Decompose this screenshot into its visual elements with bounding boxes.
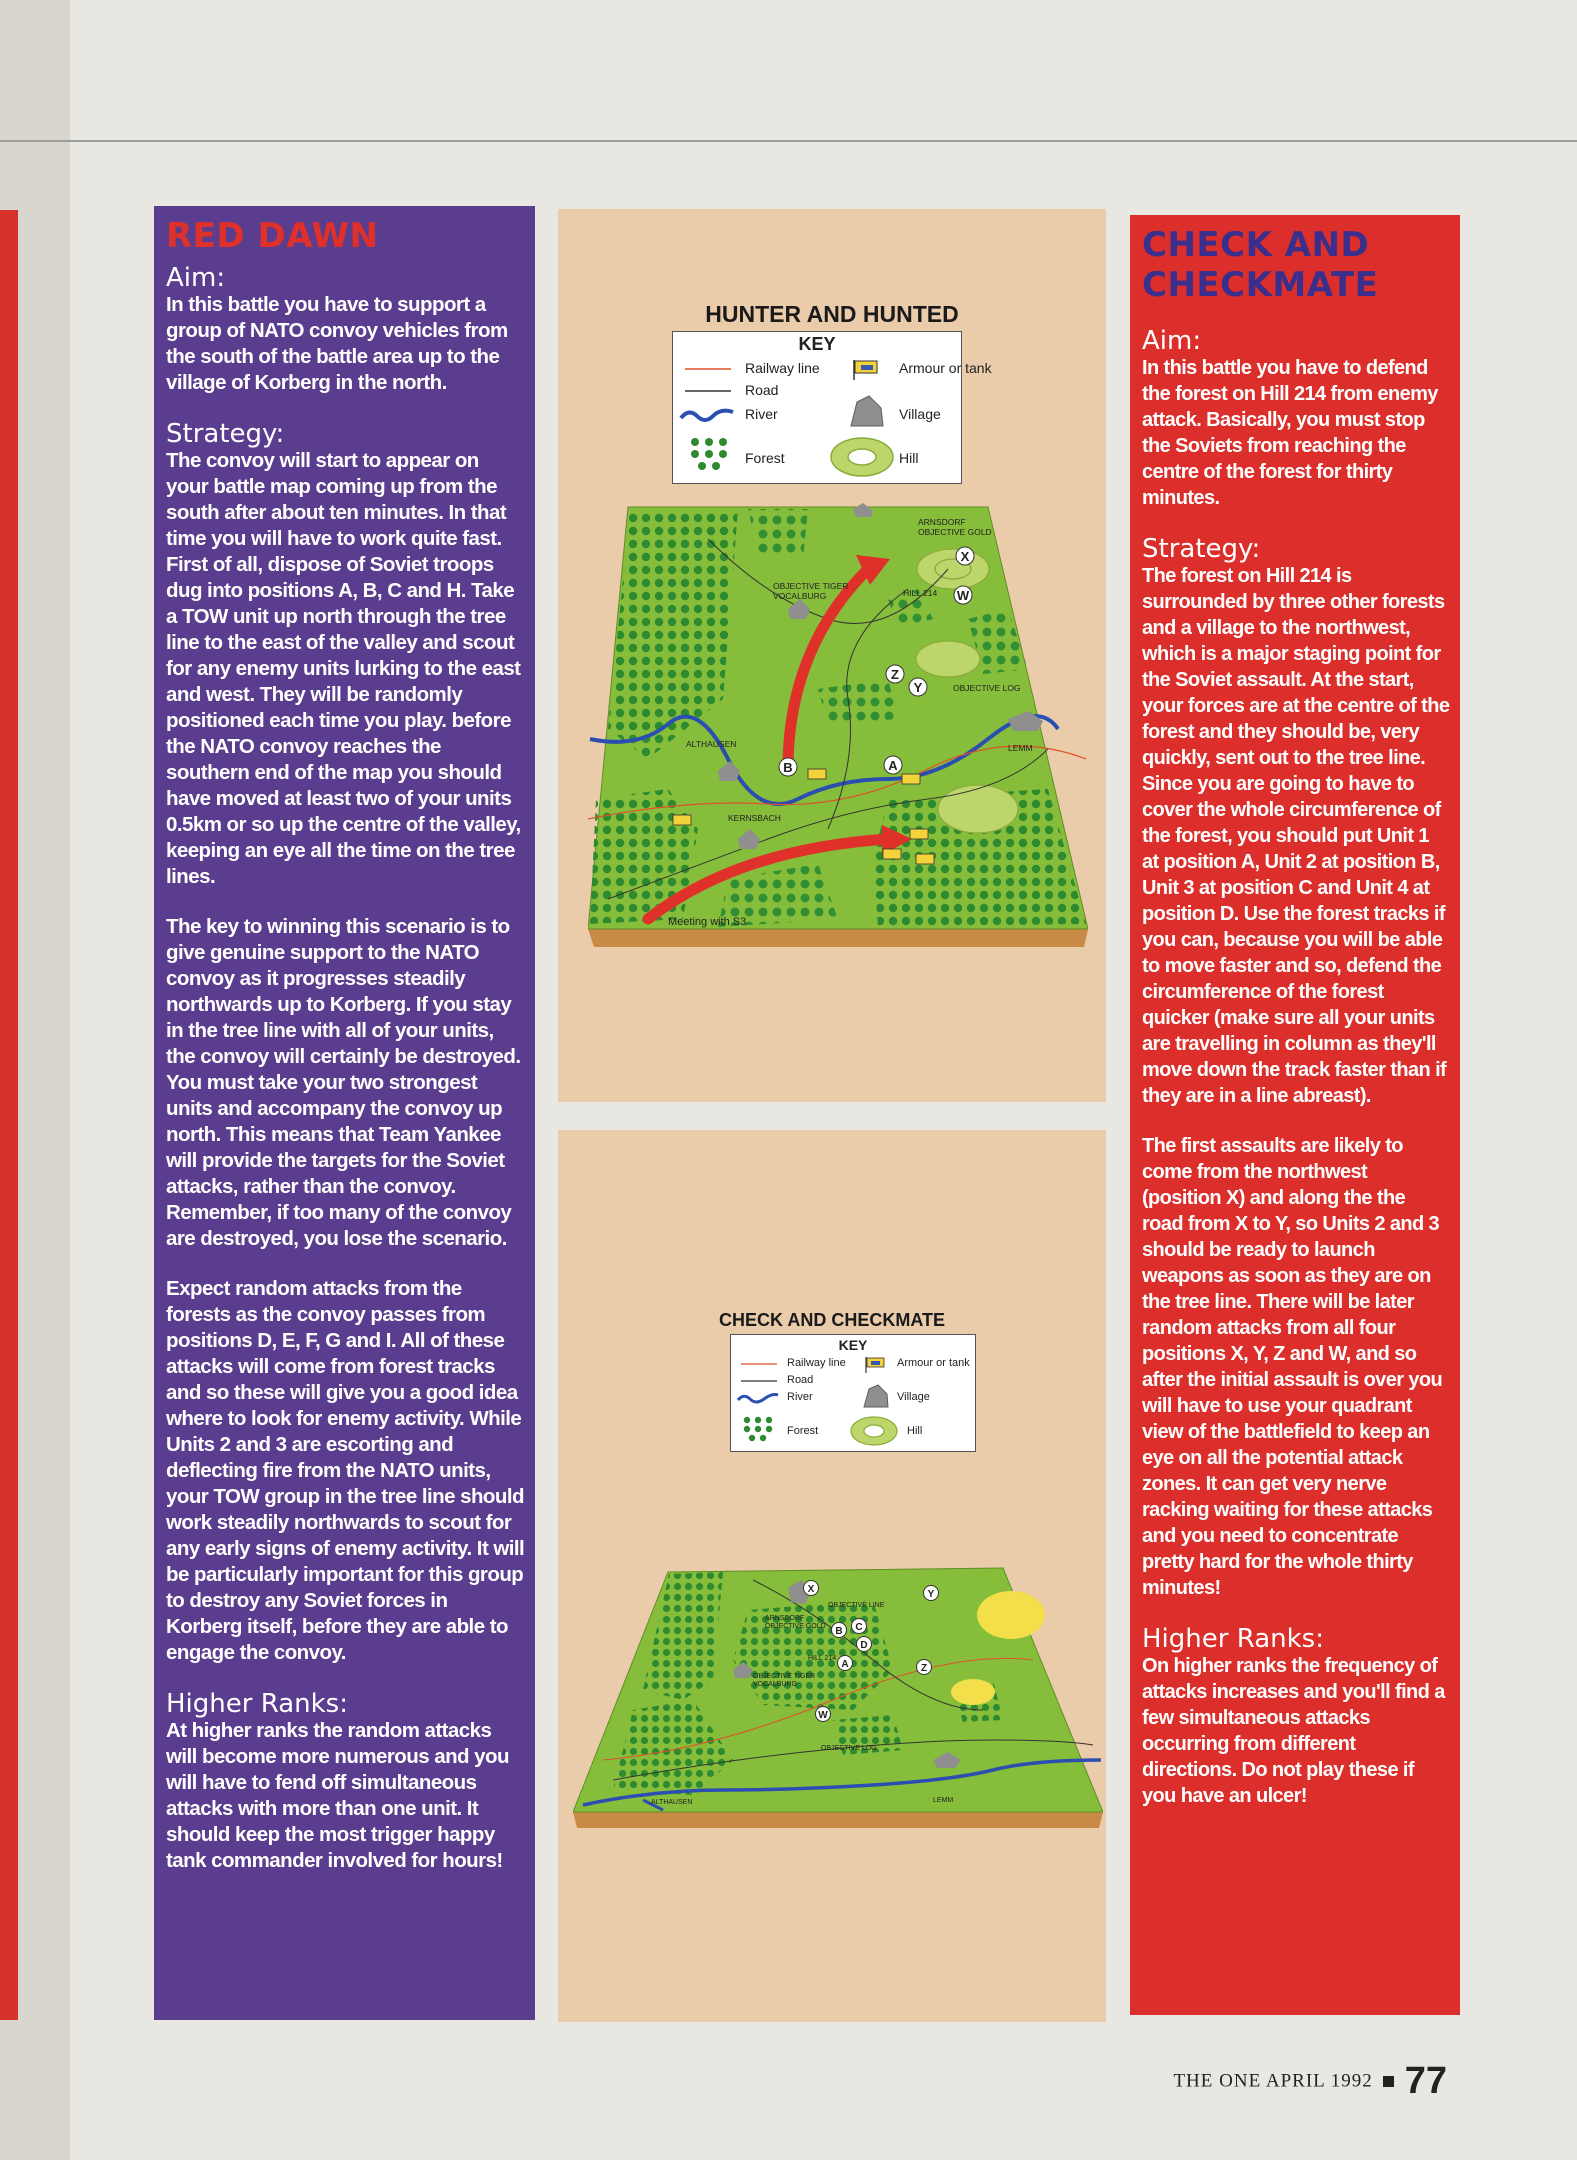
title-line-1: CHECK AND [1142,225,1370,265]
aim-text: In this battle you have to support a group of NATO convoy vehicles from the south of the battle area up to the village of Korberg in the north. [166,293,508,394]
position-y: Y [927,1589,935,1600]
key-road: Road [787,1374,814,1386]
position-z: Z [891,667,899,682]
strategy-paragraph: The first assaults are likely to come from the northwest (position X) and along the the road from X to Y, so Units 2 and 3 should be ready to launch weapons as soon as they are on the tree line. There will be later random attacks from all four positions X, Y, Z and W, and so after the initial assault is over you will have to use your quadrant view of the battlefield to keep an eye on all the potential attack zones. It can get very nerve racking waiting for these attacks and you need to concentrate pretty hard for the whole thirty minutes! [1142,1135,1443,1599]
label-arnsdorf: ARNSDORF [918,517,966,527]
hill-icon [829,436,895,478]
hill-icon [849,1415,899,1447]
label-objective-tiger: OBJECTIVE TIGER [753,1673,816,1680]
position-w: W [956,588,970,603]
railway-icon [683,362,733,376]
key-village: Village [899,406,941,422]
forest-icon [741,1415,775,1443]
page-number: 77 [1404,2060,1447,2102]
hunter-and-hunted-map [588,499,1088,959]
position-b: B [783,760,793,775]
armour-icon [851,358,881,382]
check-and-checkmate-title [1142,225,1450,305]
road-icon [683,384,733,398]
label-althausen: ALTHAUSEN [686,739,737,749]
position-w: W [818,1710,828,1721]
strategy-heading: Strategy: [166,419,285,449]
map-title: CHECK AND CHECKMATE [719,1310,945,1330]
strategy-paragraph: The key to winning this scenario is to give genuine support to the NATO convoy as it progresses steadily northwards up to Korberg. If you stay in the tree line with all of your units, the convoy will certainly be destroyed. You must take your two strongest units and accompany the convoy up north. This means that Team Yankee will provide the targets for the Soviet attacks, rather than the convoy. Remember, if too many of the convoy are destroyed, you lose the scenario. [166,915,521,1250]
key-hill: Hill [899,450,919,466]
forest-icon [687,436,731,472]
issue-line: THE ONE APRIL 1992 [1173,2070,1373,2092]
position-a: A [841,1659,849,1670]
higher-ranks-text: On higher ranks the frequency of attacks increases and you'll find a few simultaneous attacks occurring from different directions. Do not play these if you have an ulcer! [1142,1655,1445,1807]
key-armour: Armour or tank [897,1357,970,1369]
previous-page-edge [0,210,18,2020]
label-meeting: Meeting with S3 [668,916,747,928]
position-x: X [807,1584,815,1595]
armour-icon [863,1355,887,1375]
label-lemm: LEMM [1008,743,1033,753]
strategy-paragraph: The convoy will start to appear on your battle map coming up from the south after about ten minutes. In that time you will have to work quite fast. First of all, dispose of Soviet troops dug into positions A, B, C and H. Take a TOW unit up north through the tree line to the east of the valley and scout for any enemy units lurking to the east and west. They will be randomly positioned each time you play. before the NATO convoy reaches the southern end of the map you should have moved at least two of your units 0.5km or so up the centre of the valley, keeping an eye all the time on the tree lines. [166,449,521,888]
strategy-paragraph: The forest on Hill 214 is surrounded by three other forests and a village to the northwest, which is a major staging point for the Soviet assault. At the start, your forces are at the centre of the forest and they should be, very quickly, sent out to the tree line. Since you are going to have to cover the whole circumference of the forest, you should put Unit 1 at position A, Unit 2 at position B, Unit 3 at position C and Unit 4 at position D. Use the forest tracks if you can, because you will be able to move faster and so, defend the circumference of the forest quicker (make sure all your units are travelling in column as they'll move down the track faster than if they are in a line abreast). [1142,565,1450,1107]
key-heading: KEY [798,334,836,354]
label-objective-log: OBJECTIVE LOG [953,683,1021,693]
position-c: C [855,1622,863,1633]
higher-ranks-heading: Higher Ranks: [166,1689,348,1719]
label-vocalburg: VOCALBURG [773,591,827,601]
title-line-2: CHECKMATE [1142,265,1379,305]
label-objective-line: OBJECTIVE LINE [828,1602,885,1609]
key-hill: Hill [907,1425,923,1437]
footer-square [1383,2076,1394,2087]
railway-icon [739,1358,779,1370]
position-d: D [860,1640,868,1651]
position-z: Z [920,1663,928,1674]
key-railway: Railway line [787,1357,846,1369]
label-objective-gold: OBJECTIVE GOLD [765,1623,826,1630]
check-and-checkmate-panel [558,1130,1106,2022]
label-objective-gold: OBJECTIVE GOLD [918,527,992,537]
check-and-checkmate-column [1130,215,1460,2015]
key-forest: Forest [745,450,785,466]
position-b: B [835,1626,843,1637]
higher-ranks-heading: Higher Ranks: [1142,1624,1324,1654]
aim-heading: Aim: [1142,326,1202,356]
position-x: X [960,549,970,564]
hunter-and-hunted-panel [558,209,1106,1102]
strategy-paragraph: Expect random attacks from the forests as the convoy passes from positions D, E, F, G and I. All of these attacks will come from forest tracks and so these will give you a good idea where to look for enemy activity. While Units 2 and 3 are escorting and deflecting fire from the NATO units, your TOW group in the tree line should work steadily northwards to scout for any early signs of enemy activity. It will be particularly important for this group to destroy any Soviet forces in Korberg itself, before they are able to engage the convoy. [166,1277,525,1664]
strategy-heading: Strategy: [1142,534,1261,564]
red-dawn-column [154,206,535,2020]
key-railway: Railway line [745,360,820,376]
village-icon [861,1383,891,1409]
key-heading: KEY [838,1337,868,1353]
map-key [672,331,992,484]
key-forest: Forest [787,1425,819,1437]
key-river: River [745,406,778,422]
key-village: Village [897,1391,930,1403]
label-objective-log: OBJECTIVE LOG [821,1745,877,1752]
river-icon [679,406,735,424]
key-road: Road [745,382,779,398]
check-and-checkmate-map [573,1460,1103,1845]
position-a: A [888,758,898,773]
label-althausen: ALTHAUSEN [651,1799,693,1806]
label-hill-214: HILL 214 [808,1655,837,1662]
map-title: HUNTER AND HUNTED [705,301,959,327]
label-vocalburg: VOCALBURG [753,1681,797,1688]
key-armour: Armour or tank [899,360,992,376]
top-rule [0,140,1577,142]
label-arnsdorf: ARNSDORF [765,1615,805,1622]
aim-heading: Aim: [166,263,226,293]
village-icon [847,394,887,428]
key-river: River [787,1391,813,1403]
label-hill-214: HILL 214 [903,588,938,598]
road-icon [739,1375,779,1387]
page-footer [1173,2060,1447,2103]
aim-text: In this battle you have to defend the forest on Hill 214 from enemy attack. Basically, you must stop the Soviets from reaching the centre of the forest for thirty minutes. [1142,357,1438,509]
red-dawn-title: RED DAWN [166,216,379,256]
river-icon [736,1391,780,1405]
position-y: Y [913,680,923,695]
label-objective-tiger: OBJECTIVE TIGER [773,581,849,591]
higher-ranks-text: At higher ranks the random attacks will become more numerous and you will have to fend off simultaneous attacks with more than one unit. It should keep the most trigger happy tank commander involved for hours! [166,1719,509,1872]
map-key [730,1334,976,1452]
label-kernsbach: KERNSBACH [728,813,781,823]
label-lemm: LEMM [933,1797,954,1804]
